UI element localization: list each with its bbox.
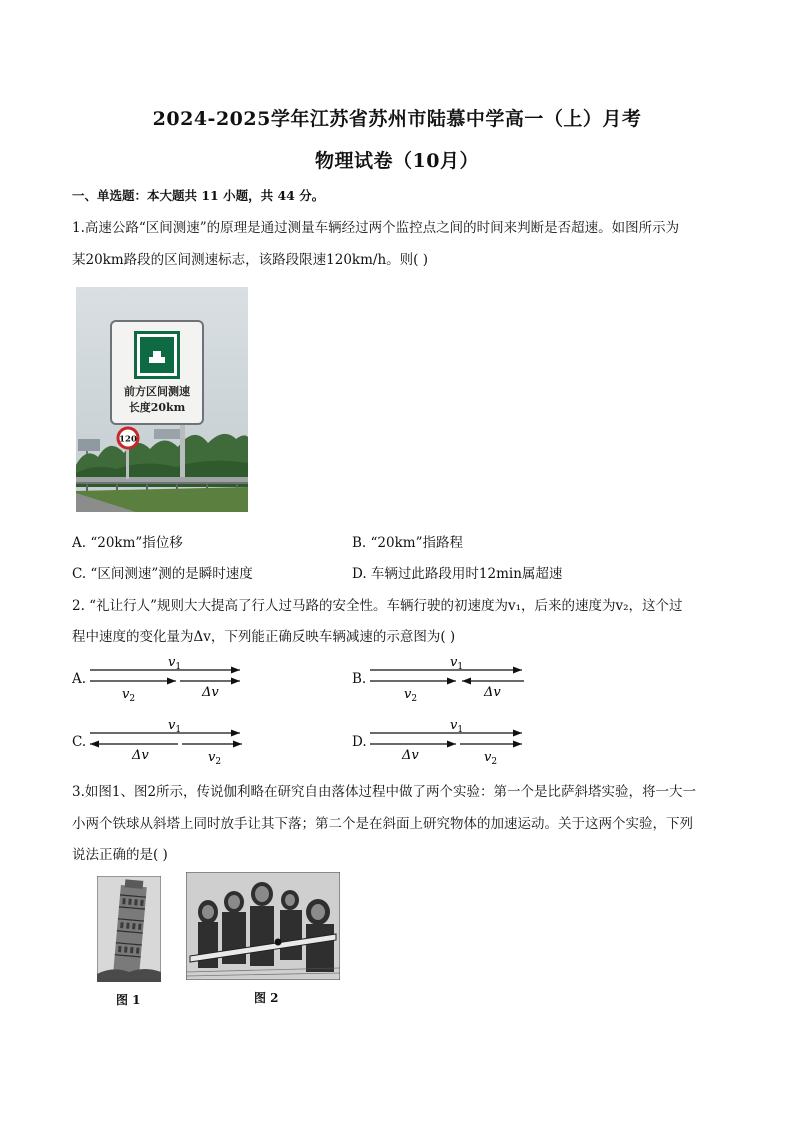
q3-figure1-caption: 图 1 — [116, 993, 141, 1007]
q3-stem-line2: 小两个铁球从斜塔上同时放手让其下落；第二个是在斜面上研究物体的加速运动。关于这两个实验，下列 — [72, 816, 693, 832]
v1-label: $v_1$ — [168, 718, 182, 735]
dv-label: Δv — [484, 685, 501, 700]
q2-option-a-label[interactable]: A. — [72, 671, 87, 687]
v2-label: $v_2$ — [484, 750, 498, 765]
v2-label: $v_2$ — [208, 750, 222, 765]
sign-text-line2: 长度20km — [128, 401, 186, 414]
q1-option-b[interactable]: B. “20km”指路程 — [352, 535, 463, 551]
dv-label: Δv — [202, 685, 219, 700]
v2-label: $v_2$ — [122, 687, 136, 702]
q1-option-a[interactable]: A. “20km”指位移 — [72, 535, 183, 551]
q2-option-b-label[interactable]: B. — [352, 671, 367, 687]
q2-stem-line1: 2. “礼让行人”规则大大提高了行人过马路的安全性。车辆行驶的初速度为v₁，后来的速度为v₂，这个过 — [72, 598, 683, 614]
q2-option-d-label[interactable]: D. — [352, 734, 367, 750]
page-subtitle: 物理试卷（10月） — [315, 150, 479, 172]
v2-label: $v_2$ — [404, 687, 418, 702]
q1-road-sign-photo — [76, 287, 248, 512]
q2-option-c-diagram — [86, 715, 256, 765]
section-heading: 一、单选题：本大题共 11 小题，共 44 分。 — [72, 188, 325, 203]
q2-stem-line2: 程中速度的变化量为Δv，下列能正确反映车辆减速的示意图为( ) — [72, 629, 456, 645]
q1-option-d[interactable]: D. 车辆过此路段用时12min属超速 — [352, 566, 563, 582]
q1-option-c[interactable]: C. “区间测速”测的是瞬时速度 — [72, 566, 253, 582]
q1-stem-line2: 某20km路段的区间测速标志，该路段限速120km/h。则( ) — [72, 252, 428, 268]
q2-option-d-diagram — [366, 715, 536, 765]
page-title: 2024-2025学年江苏省苏州市陆慕中学高一（上）月考 — [152, 108, 642, 130]
q2-option-b-diagram — [366, 652, 536, 702]
q3-figure1-tower-image — [97, 876, 161, 982]
v1-label: $v_1$ — [450, 718, 464, 735]
q3-stem-line3: 说法正确的是( ) — [72, 847, 168, 863]
q3-figure2-caption: 图 2 — [254, 991, 279, 1005]
q3-figure2-experiment-image — [186, 872, 340, 980]
q2-option-c-label[interactable]: C. — [72, 734, 87, 750]
q3-stem-line1: 3.如图1、图2所示，传说伽利略在研究自由落体过程中做了两个实验：第一个是比萨斜塔实验，将一大一 — [72, 784, 697, 800]
speed-limit-text: 120 — [119, 434, 137, 445]
v1-label: $v_1$ — [450, 655, 464, 672]
q2-option-a-diagram — [86, 652, 256, 702]
q1-stem-line1: 1.高速公路“区间测速”的原理是通过测量车辆经过两个监控点之间的时间来判断是否超速。如图所示为 — [72, 220, 680, 236]
dv-label: Δv — [132, 748, 149, 763]
v1-label: $v_1$ — [168, 655, 182, 672]
dv-label: Δv — [402, 748, 419, 763]
sign-text-line1: 前方区间测速 — [124, 385, 190, 398]
